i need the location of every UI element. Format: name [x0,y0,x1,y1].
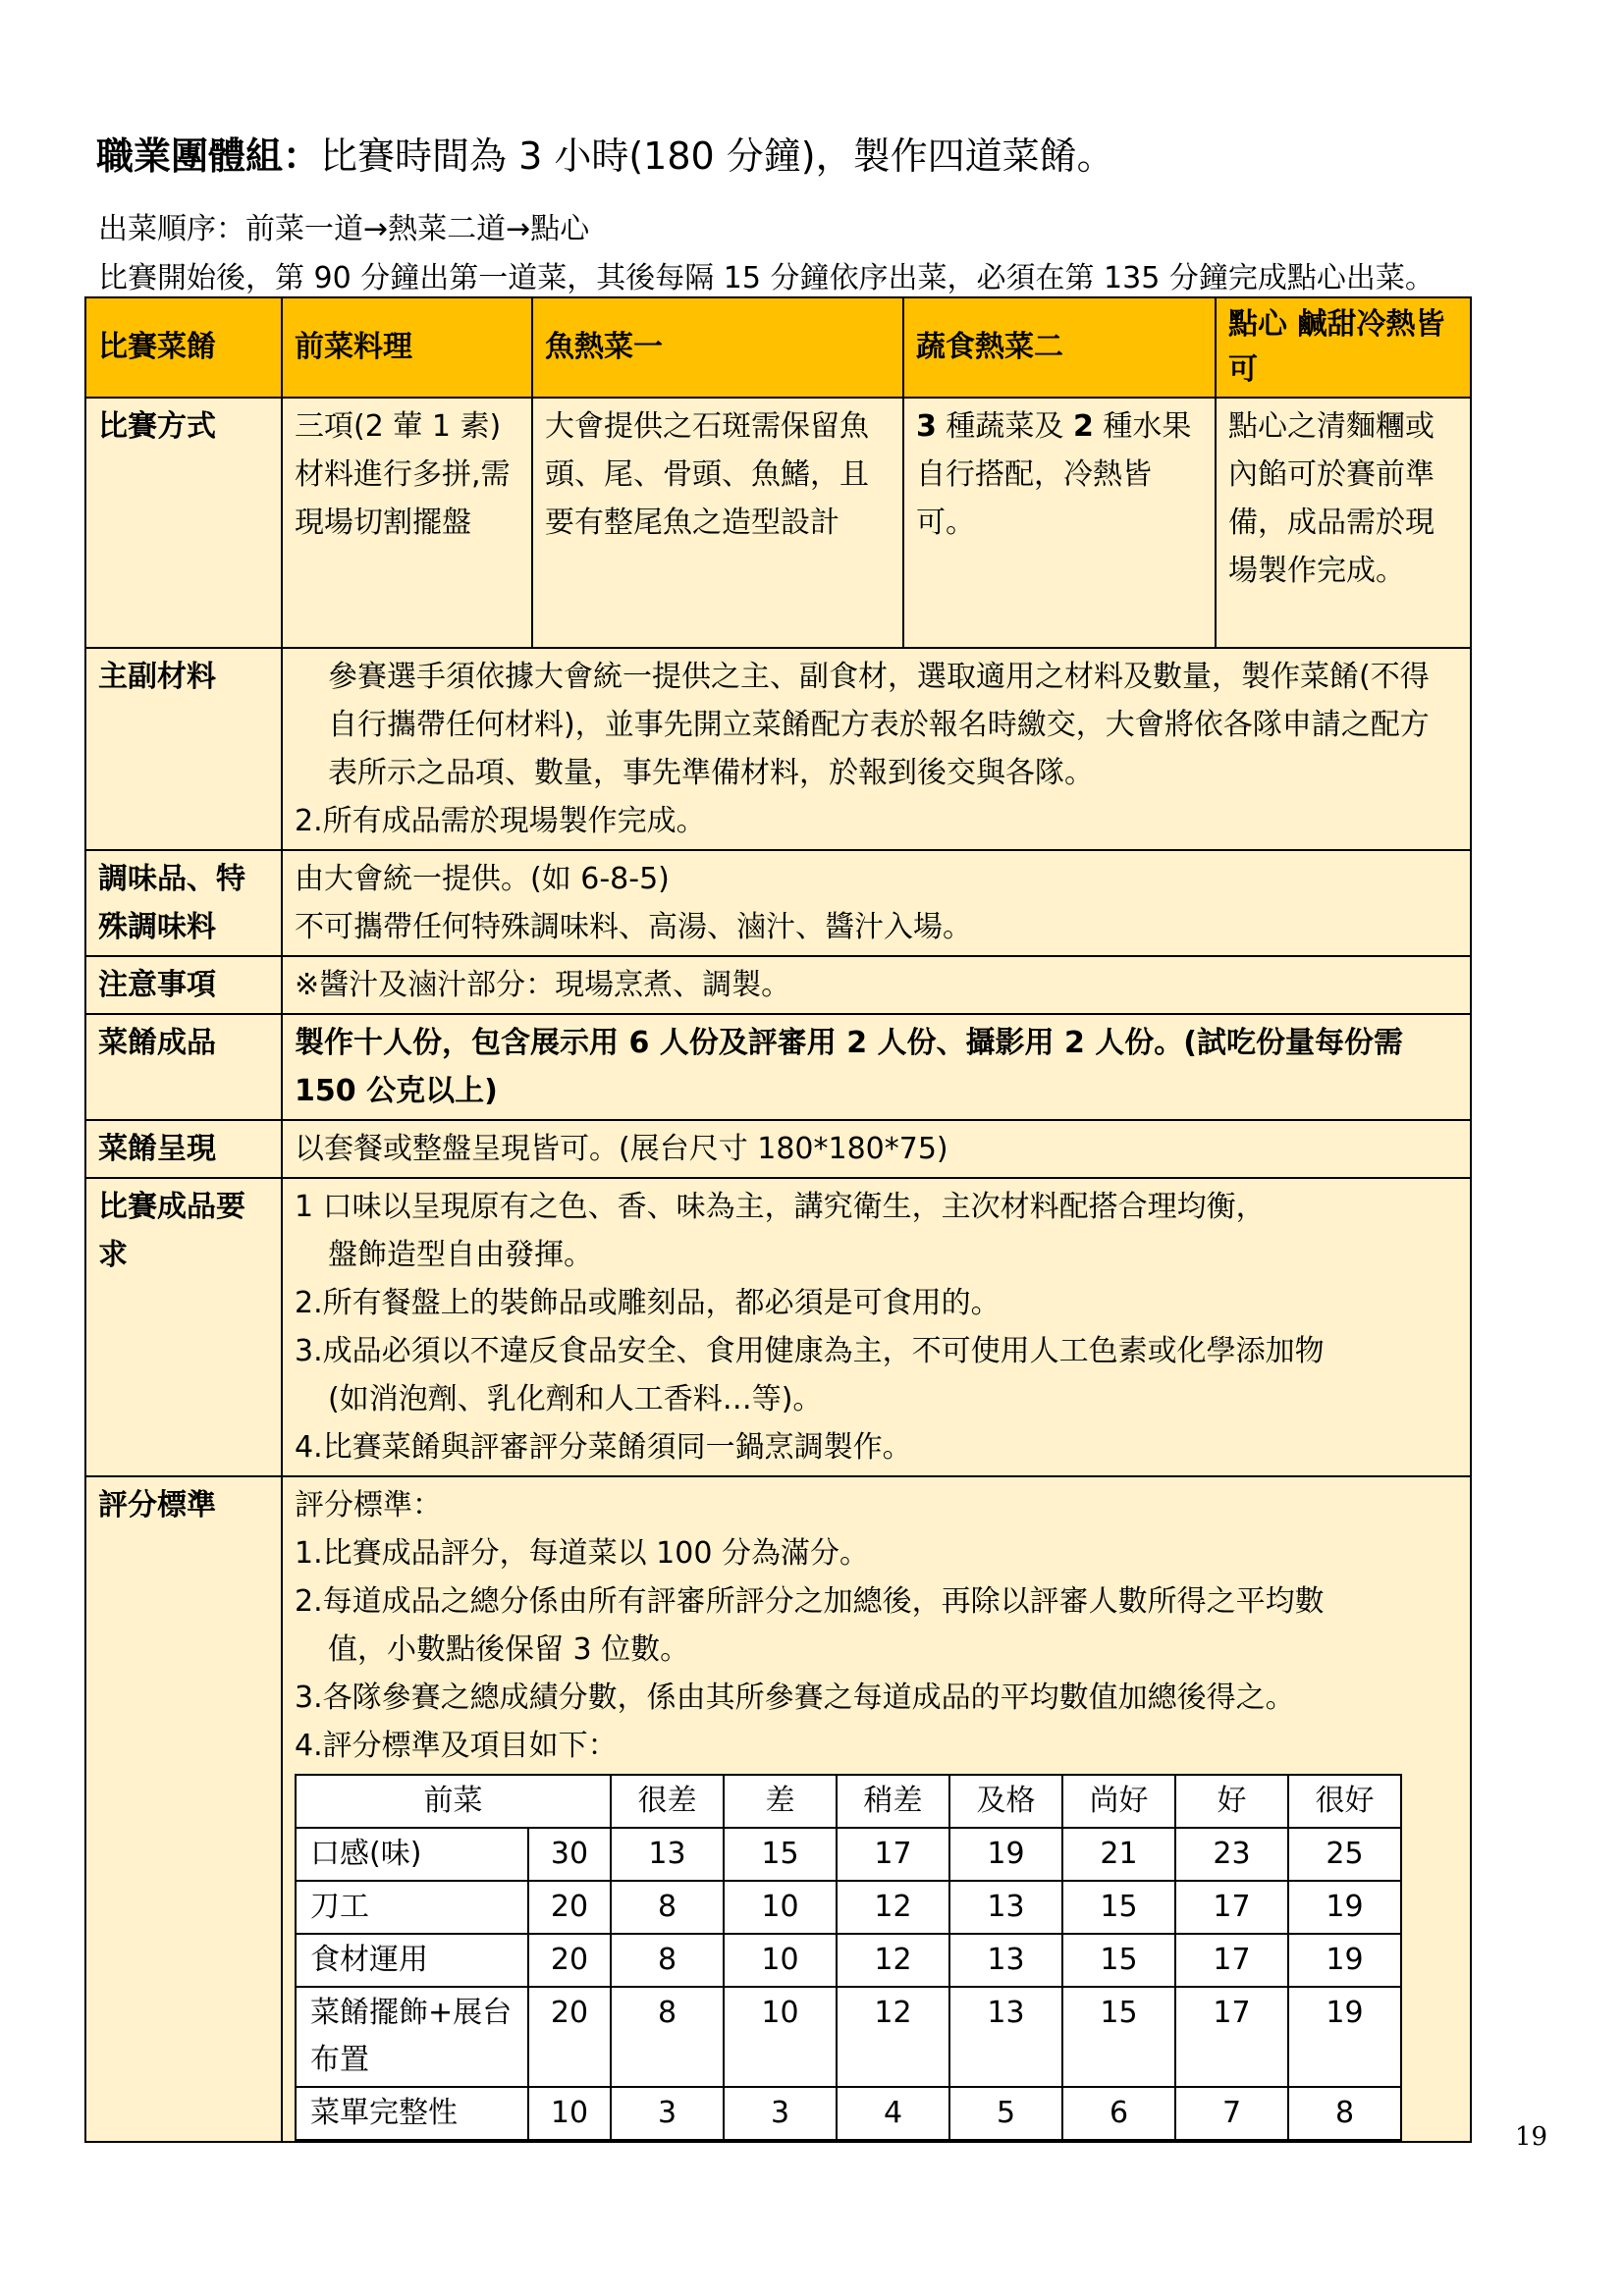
score-value: 6 [1062,2087,1175,2140]
serving-order: 出菜順序：前菜一道→熱菜二道→點心 [98,212,590,246]
veg-text: 種蔬菜及 [936,409,1073,444]
score-row [296,1987,1401,2087]
score-value: 13 [611,1828,724,1881]
score-value: 17 [1175,1881,1288,1934]
score-value: 3 [724,2087,837,2140]
score-value: 21 [1062,1828,1175,1881]
score-max: 20 [528,1987,611,2087]
grade-header: 尚好 [1062,1775,1175,1828]
row-label-presentation: 菜餚呈現 [85,1120,282,1178]
score-value: 17 [837,1828,949,1881]
scoring-p0: 評分標準： [295,1488,442,1522]
score-item: 刀工 [296,1881,528,1934]
score-value: 10 [724,1934,837,1987]
score-row [296,1881,1401,1934]
row-label-finished: 菜餚成品 [85,1014,282,1120]
table-row-presentation [85,1120,1471,1178]
seasoning-p2: 不可攜帶任何特殊調味料、高湯、滷汁、醬汁入場。 [295,910,972,944]
method-vegetable [903,398,1216,648]
page-title-label: 職業團體組： [96,134,321,178]
grade-header: 好 [1175,1775,1288,1828]
table-row-method [85,398,1471,648]
requirements-p1a: 1 口味以呈現原有之色、香、味為主，講究衛生，主次材料配搭合理均衡， [295,1190,1266,1224]
header-appetizer: 前菜料理 [282,297,532,398]
score-value: 25 [1288,1828,1401,1881]
score-item: 口感(味) [296,1828,528,1881]
score-value: 19 [1288,1881,1401,1934]
score-value: 7 [1175,2087,1288,2140]
competition-table [84,296,1472,2143]
score-max: 20 [528,1934,611,1987]
method-appetizer: 三項(2 葷 1 素)材料進行多拼,需現場切割擺盤 [282,398,532,648]
score-table [295,1774,1402,2141]
row-label-requirements: 比賽成品要求 [85,1178,282,1476]
scoring-content [282,1476,1471,2142]
requirements-p3b: (如消泡劑、乳化劑和人工香料…等)。 [328,1382,823,1416]
table-header-row [85,297,1471,398]
score-value: 10 [724,1881,837,1934]
seasoning-p1: 由大會統一提供。(如 6-8-5) [295,862,670,896]
fruit-text: 種水果自行搭配，冷熱皆可。 [916,409,1192,540]
score-value: 8 [611,1934,724,1987]
score-value: 5 [949,2087,1062,2140]
score-value: 15 [1062,1934,1175,1987]
score-value: 23 [1175,1828,1288,1881]
score-value: 8 [611,1987,724,2087]
grade-header: 稍差 [837,1775,949,1828]
score-value: 17 [1175,1934,1288,1987]
score-value: 17 [1175,1987,1288,2087]
score-value: 8 [1288,2087,1401,2140]
row-label-method: 比賽方式 [85,398,282,648]
requirements-p2: 2.所有餐盤上的裝飾品或雕刻品，都必須是可食用的。 [295,1286,1001,1320]
method-dessert: 點心之清麵糰或內餡可於賽前準備，成品需於現場製作完成。 [1216,398,1471,648]
score-value: 12 [837,1934,949,1987]
page-title [96,126,1114,180]
table-row-finished [85,1014,1471,1120]
score-max: 20 [528,1881,611,1934]
requirements-p1b: 盤飾造型自由發揮。 [328,1238,593,1272]
score-value: 15 [1062,1881,1175,1934]
score-value: 13 [949,1934,1062,1987]
table-row-notes [85,956,1471,1014]
table-row-materials [85,648,1471,850]
seasoning-content [282,850,1471,956]
score-row [296,1934,1401,1987]
scoring-p2b: 值，小數點後保留 3 位數。 [328,1632,690,1667]
requirements-content [282,1178,1471,1476]
page-number: 19 [1515,2122,1548,2152]
header-dessert: 點心 鹹甜冷熱皆可 [1216,297,1471,398]
materials-content [282,648,1471,850]
materials-p1: 參賽選手須依據大會統一提供之主、副食材，選取適用之材料及數量，製作菜餚(不得自行攜帶任何材料)，並事先開立菜餚配方表於報名時繳交，大會將依各隊申請之配方表所示之品項、數量，事先準備材料，於報到後交與各隊。 [328,660,1430,790]
scoring-p4: 4.評分標準及項目如下： [295,1729,618,1763]
header-vegetable-hot-dish: 蔬食熱菜二 [903,297,1216,398]
score-item: 菜單完整性 [296,2087,528,2140]
scoring-p1: 1.比賽成品評分，每道菜以 100 分為滿分。 [295,1536,869,1571]
grade-header: 很差 [611,1775,724,1828]
serving-schedule: 比賽開始後，第 90 分鐘出第一道菜，其後每隔 15 分鐘依序出菜，必須在第 135 分鐘完成點心出菜。 [98,261,1435,295]
fruit-count: 2 [1072,409,1094,444]
header-dish: 比賽菜餚 [85,297,282,398]
presentation-content: 以套餐或整盤呈現皆可。(展台尺寸 180*180*75) [282,1120,1471,1178]
row-label-materials: 主副材料 [85,648,282,850]
score-max: 30 [528,1828,611,1881]
table-row-scoring [85,1476,1471,2142]
page-title-text: 比賽時間為 3 小時(180 分鐘)，製作四道菜餚。 [320,134,1114,178]
score-header-row [296,1775,1401,1828]
finished-content: 製作十人份，包含展示用 6 人份及評審用 2 人份、攝影用 2 人份。(試吃份量每份需 150 公克以上) [282,1014,1471,1120]
score-value: 12 [837,1881,949,1934]
header-fish-hot-dish: 魚熱菜一 [532,297,903,398]
score-max: 10 [528,2087,611,2140]
method-fish: 大會提供之石斑需保留魚頭、尾、骨頭、魚鰭，且要有整尾魚之造型設計 [532,398,903,648]
score-value: 4 [837,2087,949,2140]
table-row-requirements [85,1178,1471,1476]
score-item: 食材運用 [296,1934,528,1987]
row-label-scoring: 評分標準 [85,1476,282,2142]
score-value: 13 [949,1987,1062,2087]
scoring-p3: 3.各隊參賽之總成績分數，係由其所參賽之每道成品的平均數值加總後得之。 [295,1681,1295,1715]
table-row-seasoning [85,850,1471,956]
score-value: 19 [1288,1987,1401,2087]
score-value: 3 [611,2087,724,2140]
materials-p2: 2.所有成品需於現場製作完成。 [295,804,706,838]
score-value: 8 [611,1881,724,1934]
score-value: 10 [724,1987,837,2087]
score-value: 15 [1062,1987,1175,2087]
score-value: 19 [1288,1934,1401,1987]
score-row [296,1828,1401,1881]
score-value: 13 [949,1881,1062,1934]
grade-header: 差 [724,1775,837,1828]
row-label-notes: 注意事項 [85,956,282,1014]
requirements-p4: 4.比賽菜餚與評審評分菜餚須同一鍋烹調製作。 [295,1430,912,1465]
scoring-p2a: 2.每道成品之總分係由所有評審所評分之加總後，再除以評審人數所得之平均數 [295,1584,1325,1619]
grade-header: 及格 [949,1775,1062,1828]
score-value: 12 [837,1987,949,2087]
score-value: 19 [949,1828,1062,1881]
notes-content: ※醬汁及滷汁部分：現場烹煮、調製。 [282,956,1471,1014]
score-table-title: 前菜 [296,1775,611,1828]
grade-header: 很好 [1288,1775,1401,1828]
row-label-seasoning: 調味品、特殊調味料 [85,850,282,956]
veg-count: 3 [916,409,937,444]
score-item: 菜餚擺飾+展台布置 [296,1987,528,2087]
score-value: 15 [724,1828,837,1881]
requirements-p3a: 3.成品必須以不違反食品安全、食用健康為主，不可使用人工色素或化學添加物 [295,1334,1325,1368]
score-row [296,2087,1401,2140]
